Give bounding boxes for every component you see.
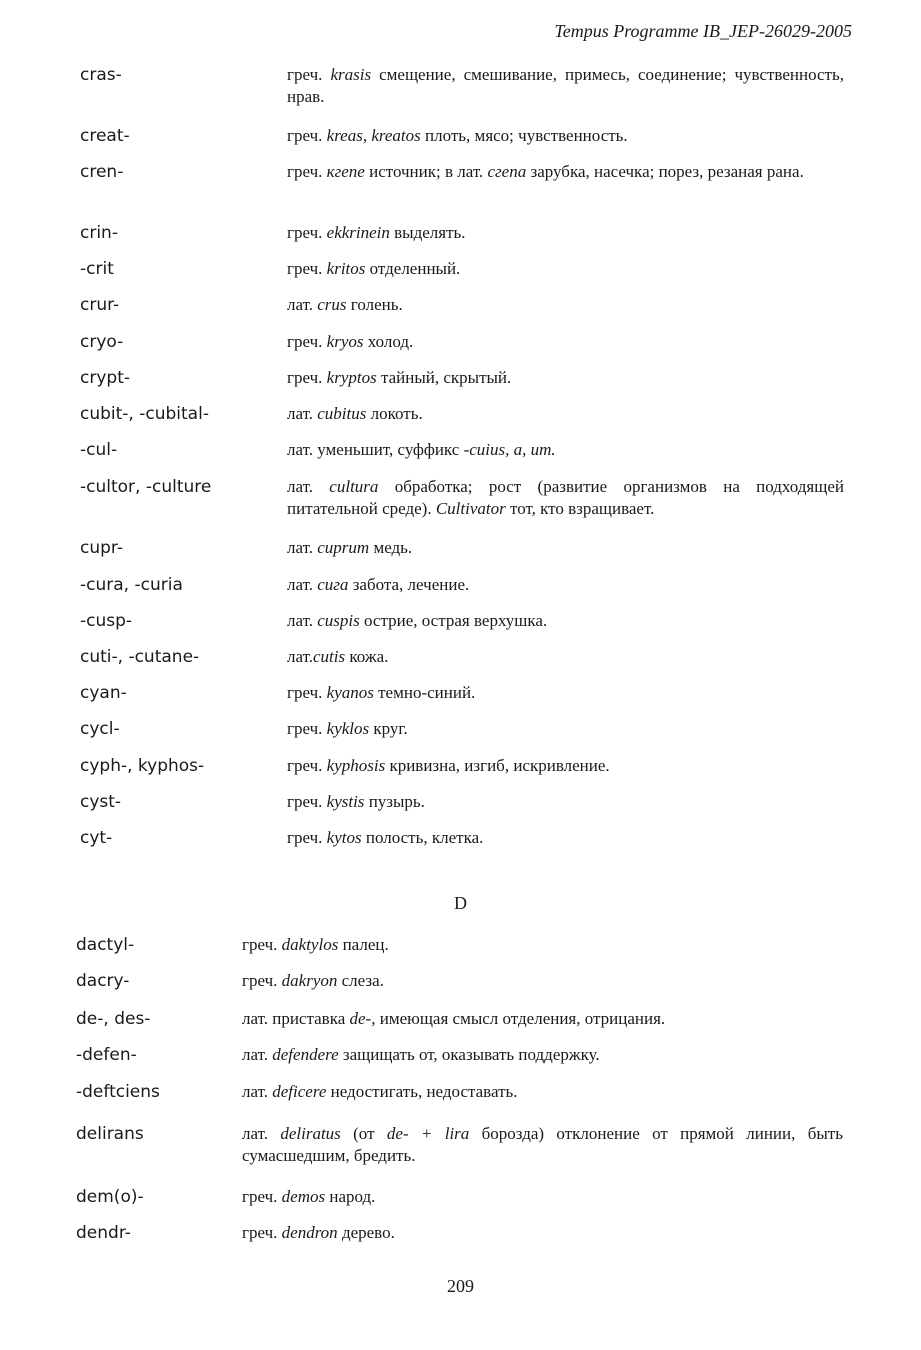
entry-definition [287, 476, 844, 520]
source-word: deficere [272, 1082, 327, 1101]
glossary-entry [80, 827, 844, 849]
entry-term: de-, des- [76, 1009, 151, 1029]
glossary-entry [76, 1186, 843, 1208]
definition-text: пузырь. [364, 792, 425, 811]
definition-text: греч. [287, 719, 327, 738]
entry-term: -cultor, -culture [80, 477, 212, 497]
glossary-entry [80, 574, 844, 596]
source-word: сгепа [487, 162, 527, 181]
definition-text: обработка; рост (развитие организмов на подходящей питательной среде). [287, 477, 844, 518]
definition-text: греч. [287, 259, 327, 278]
glossary-entry [80, 610, 844, 632]
entry-term: crur- [80, 295, 120, 315]
entry-definition [287, 610, 844, 632]
entry-term: -defen- [76, 1045, 137, 1065]
entry-definition [287, 258, 844, 280]
glossary-entry [76, 970, 843, 992]
entry-definition [242, 1186, 843, 1208]
entry-definition [287, 682, 844, 704]
glossary-entry [80, 403, 844, 425]
source-word: kyanos [326, 683, 374, 702]
definition-text: кривизна, изгиб, искривление. [385, 756, 610, 775]
definition-text: отделенный. [365, 259, 461, 278]
entry-definition [242, 1123, 843, 1167]
glossary-entry [76, 1222, 843, 1244]
source-word: cubitus [317, 404, 367, 423]
definition-text: лат. [242, 1124, 281, 1143]
definition-text: греч. [287, 368, 327, 387]
glossary-entry [76, 934, 843, 956]
definition-text: греч. [287, 792, 327, 811]
entry-term: dactyl- [76, 935, 135, 955]
source-word: daktylos [281, 935, 339, 954]
entry-definition [242, 934, 843, 956]
source-word: kryptos [326, 368, 377, 387]
source-word: defendere [272, 1045, 339, 1064]
entry-definition [242, 1008, 843, 1030]
definition-text: темно-синий. [373, 683, 476, 702]
entry-definition [287, 718, 844, 740]
definition-text: лат. [287, 538, 318, 557]
entry-term: cyph-, kyphos- [80, 756, 205, 776]
source-word: kyphosis [326, 756, 386, 775]
definition-text: холод. [363, 332, 414, 351]
glossary-entry [76, 1081, 843, 1103]
glossary-entry [80, 258, 844, 280]
definition-text: острие, острая верхушка. [359, 611, 548, 630]
entry-definition [287, 403, 844, 425]
entry-term: cupr- [80, 538, 123, 558]
source-word: krasis [330, 65, 372, 84]
entry-term: cuti-, -cutane- [80, 647, 200, 667]
entry-term: cras- [80, 65, 122, 85]
entry-definition [242, 970, 843, 992]
glossary-entry [76, 1044, 843, 1066]
entry-definition [287, 125, 844, 147]
source-word: cuspis [317, 611, 360, 630]
definition-text: греч. [242, 935, 282, 954]
glossary-entry [80, 367, 844, 389]
definition-text: греч. [287, 223, 327, 242]
definition-text: голень. [346, 295, 403, 314]
entry-term: dendr- [76, 1223, 131, 1243]
definition-text: плоть, мясо; чувственность. [420, 126, 628, 145]
definition-text: лат. приставка [242, 1009, 350, 1028]
definition-text: греч. [242, 1187, 282, 1206]
entry-term: -deftciens [76, 1082, 160, 1102]
definition-text: дерево. [337, 1223, 395, 1242]
glossary-entry [76, 1123, 843, 1167]
definition-text: недостигать, недоставать. [326, 1082, 518, 1101]
definition-text: греч. [287, 126, 327, 145]
glossary-entry [80, 791, 844, 813]
glossary-entry [80, 682, 844, 704]
definition-text: источник; в лат. [364, 162, 488, 181]
glossary-entry [80, 476, 844, 520]
source-word: de-, [349, 1009, 376, 1028]
source-word: dakryon [281, 971, 338, 990]
entry-term: cycl- [80, 719, 120, 739]
glossary-entry [80, 755, 844, 777]
entry-term: -crit [80, 259, 114, 279]
source-word: cutis [313, 647, 346, 666]
definition-text: (от [340, 1124, 387, 1143]
source-word: ekkrinein [326, 223, 390, 242]
entry-term: dacry- [76, 971, 130, 991]
entry-term: cubit-, -cubital- [80, 404, 209, 424]
definition-text: народ. [325, 1187, 376, 1206]
entry-definition [287, 161, 844, 183]
definition-text: лат. [287, 404, 318, 423]
definition-text: локоть. [366, 404, 423, 423]
definition-text: греч. [242, 971, 282, 990]
glossary-entry [80, 64, 844, 108]
glossary-entry [80, 439, 844, 461]
entry-definition [242, 1222, 843, 1244]
definition-text: защищать от, оказывать поддержку. [338, 1045, 600, 1064]
entry-term: cren- [80, 162, 124, 182]
source-word: cultura [329, 477, 379, 496]
definition-text: греч. [287, 65, 331, 84]
definition-text: смещение, смешивание, примесь, соединение; чувственность, нрав. [287, 65, 844, 106]
glossary-entry [80, 161, 844, 183]
definition-text: греч. [242, 1223, 282, 1242]
source-word: Cultivator [435, 499, 506, 518]
definition-text: лат. [287, 295, 318, 314]
source-word: crus [317, 295, 347, 314]
entry-definition [287, 331, 844, 353]
source-word: deliratus [280, 1124, 341, 1143]
entry-definition [242, 1081, 843, 1103]
definition-text: зарубка, насечка; порез, резаная рана. [526, 162, 804, 181]
definition-text: лат. уменьшит, суффикс [287, 440, 464, 459]
entry-term: -cusp- [80, 611, 133, 631]
glossary-entry [80, 125, 844, 147]
entry-definition [287, 367, 844, 389]
definition-text: лат. [242, 1082, 273, 1101]
entry-term: cyan- [80, 683, 127, 703]
definition-text: имеющая смысл отделения, отрицания. [375, 1009, 666, 1028]
definition-text: лат. [287, 647, 313, 666]
definition-text: борозда) отклонение от прямой линии, быть сумасшедшим, бредить. [242, 1124, 843, 1165]
definition-text: полость, клетка. [361, 828, 484, 847]
entry-definition [287, 439, 844, 461]
definition-text: выделять. [389, 223, 466, 242]
entry-term: crin- [80, 223, 118, 243]
entry-term: cyst- [80, 792, 122, 812]
section-letter: D [454, 893, 467, 913]
entry-definition [242, 1044, 843, 1066]
source-word: kystis [326, 792, 365, 811]
entry-term: creat- [80, 126, 130, 146]
glossary-entry [80, 294, 844, 316]
definition-text: греч. [287, 756, 327, 775]
entry-term: -cura, -curia [80, 575, 183, 595]
definition-text: лат. [287, 611, 318, 630]
definition-text: греч. [287, 683, 327, 702]
source-word: kytos [326, 828, 362, 847]
source-word: de- + lira [386, 1124, 470, 1143]
glossary-entry [80, 222, 844, 244]
source-word: kyklos [326, 719, 370, 738]
entry-definition [287, 294, 844, 316]
entry-term: crypt- [80, 368, 130, 388]
definition-text: лат. [287, 575, 318, 594]
definition-text: забота, лечение. [348, 575, 470, 594]
definition-text: тайный, скрытый. [376, 368, 512, 387]
page-number: 209 [447, 1276, 474, 1296]
running-header: Tempus Programme IB_JEP-26029-2005 [554, 21, 852, 41]
definition-text: круг. [369, 719, 408, 738]
entry-definition [287, 574, 844, 596]
entry-definition [287, 791, 844, 813]
glossary-entry [80, 718, 844, 740]
entry-definition [287, 646, 844, 668]
source-word: kreas, kreatos [326, 126, 421, 145]
source-word: kryos [326, 332, 364, 351]
definition-text: лат. [287, 477, 330, 496]
entry-term: delirans [76, 1124, 144, 1144]
entry-definition [287, 537, 844, 559]
source-word: dendron [281, 1223, 338, 1242]
source-word: -cuius, a, um. [463, 440, 556, 459]
definition-text: греч. [287, 332, 327, 351]
definition-text: лат. [242, 1045, 273, 1064]
definition-text: слеза. [337, 971, 384, 990]
entry-definition [287, 222, 844, 244]
entry-definition [287, 755, 844, 777]
entry-definition [287, 827, 844, 849]
entry-term: cryo- [80, 332, 124, 352]
source-word: сига [317, 575, 349, 594]
definition-text: медь. [369, 538, 413, 557]
source-word: kritos [326, 259, 366, 278]
glossary-entry [80, 646, 844, 668]
entry-term: cyt- [80, 828, 113, 848]
source-word: кгепе [326, 162, 365, 181]
source-word: cuprum [317, 538, 370, 557]
definition-text: греч. [287, 162, 327, 181]
definition-text: греч. [287, 828, 327, 847]
glossary-entry [80, 331, 844, 353]
definition-text: тот, кто взращивает. [505, 499, 655, 518]
definition-text: палец. [338, 935, 389, 954]
entry-term: -cul- [80, 440, 118, 460]
source-word: demos [281, 1187, 326, 1206]
definition-text: кожа. [345, 647, 389, 666]
glossary-entry [76, 1008, 843, 1030]
glossary-entry [80, 537, 844, 559]
entry-definition [287, 64, 844, 108]
entry-term: dem(o)- [76, 1187, 144, 1207]
